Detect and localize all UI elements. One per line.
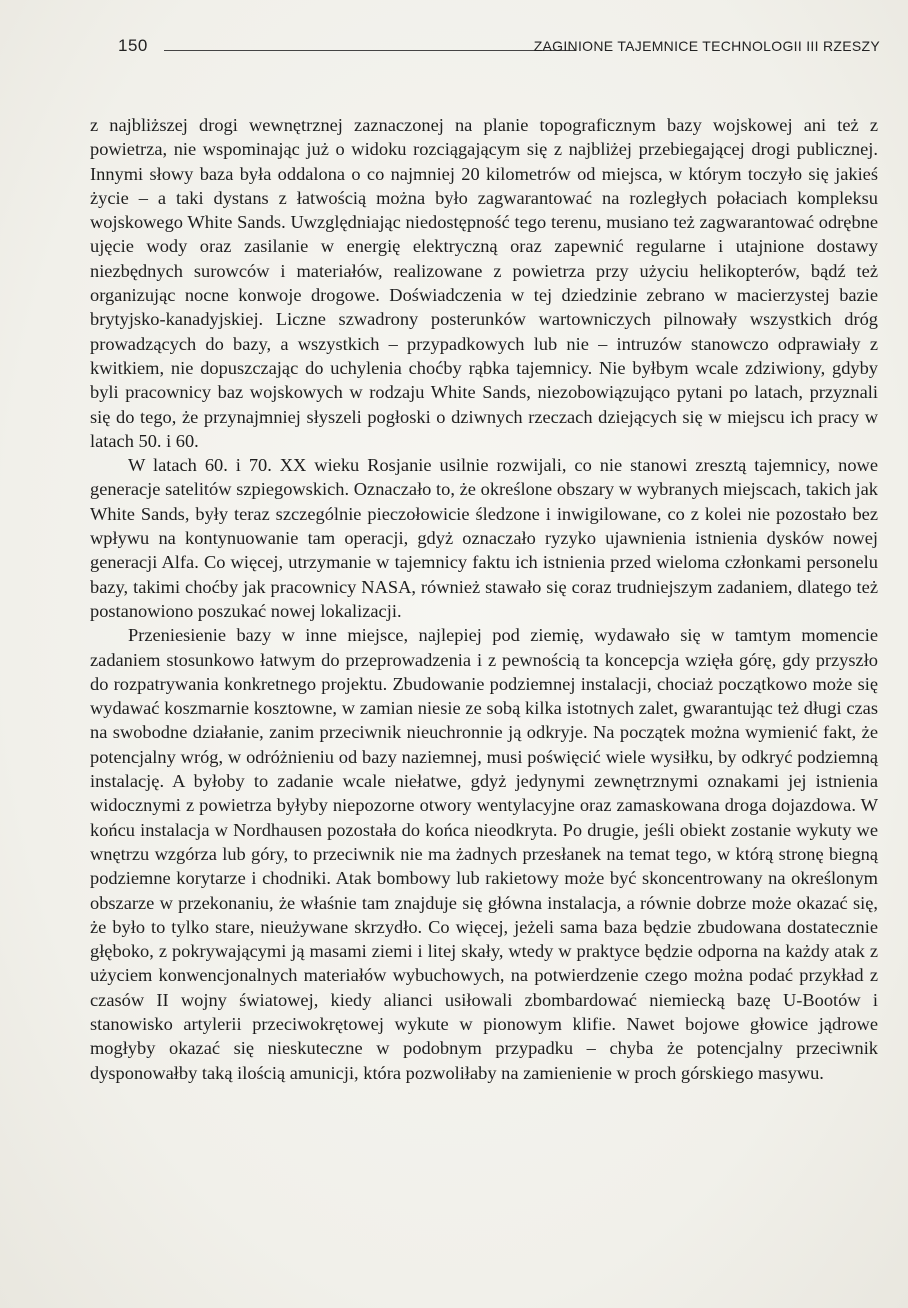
running-title: ZAGINIONE TAJEMNICE TECHNOLOGII III RZESZY — [533, 38, 880, 54]
page-number: 150 — [118, 36, 148, 55]
paragraph-2: W latach 60. i 70. XX wieku Rosjanie usilnie rozwijali, co nie stanowi zresztą tajemnicy, nowe generacje satelitów szpiegowskich. Oznaczało to, że określone obszary w wybranych miejscach, takich jak White Sands, były teraz szczególnie pieczołowicie śledzone i inwigilowane, co z kolei nie pozostało bez wpływu na kontynuowanie tam operacji, gdyż oznaczało ryzyko ujawnienia istnienia dysków nowej generacji Alfa. Co więcej, utrzymanie w tajemnicy faktu ich istnienia przed wieloma członkami personelu bazy, takimi choćby jak pracownicy NASA, również stawało się coraz trudniejszym zadaniem, dlatego też postanowiono poszukać nowej lokalizacji. — [90, 455, 878, 621]
body-text — [90, 113, 878, 1085]
paragraph-1: z najbliższej drogi wewnętrznej zaznaczonej na planie topograficznym bazy wojskowej ani też z powietrza, nie wspominając już o widoku rozciągającym się z najbliżej przebiegającej drogi publicznej. Innymi słowy baza była oddalona o co najmniej 20 kilometrów od miejsca, w którym toczyło się jakieś życie – a taki dystans z łatwością można było zagwarantować na rozległych połaciach kompleksu wojskowego White Sands. Uwzględniając niedostępność tego terenu, musiano też zagwarantować odrębne ujęcie wody oraz zasilanie w energię elektryczną oraz zapewnić regularne i utajnione dostawy niezbędnych surowców i materiałów, realizowane z powietrza przy użyciu helikopterów, bądź też organizując nocne konwoje drogowe. Doświadczenia w tej dziedzinie zebrano w macierzystej bazie brytyjsko-kanadyjskiej. Liczne szwadrony posterunków wartowniczych pilnowały wszystkich dróg prowadzących do bazy, a wszystkich – przypadkowych lub nie – intruzów stanowczo odprawiały z kwitkiem, nie dopuszczając do uchylenia choćby rąbka tajemnicy. Nie byłbym wcale zdziwiony, gdyby byli pracownicy baz wojskowych w rodzaju White Sands, niezobowiązująco pytani po latach, przyznali się do tego, że przynajmniej słyszeli pogłoski o dziwnych rzeczach dziejących się w miejscu ich pracy w latach 50. i 60. — [90, 115, 878, 451]
header-rule — [164, 50, 576, 51]
page-header — [118, 36, 880, 56]
paragraph-3: Przeniesienie bazy w inne miejsce, najlepiej pod ziemię, wydawało się w tamtym momencie zadaniem stosunkowo łatwym do przeprowadzenia i z pewnością ta koncepcja wzięła górę, gdy przyszło do rozpatrywania konkretnego projektu. Zbudowanie podziemnej instalacji, chociaż początkowo może się wydawać koszmarnie kosztowne, w zamian niesie ze sobą kilka istotnych zalet, gwarantując też długi czas na swobodne działanie, zanim przeciwnik nieuchronnie ją odkryje. Na początek można wymienić fakt, że potencjalny wróg, w odróżnieniu od bazy naziemnej, musi poświęcić wiele wysiłku, by odkryć podziemną instalację. A byłoby to zadanie wcale niełatwe, gdyż jedynymi zewnętrznymi oznakami jej istnienia widocznymi z powietrza byłyby niepozorne otwory wentylacyjne oraz zamaskowana droga dojazdowa. W końcu instalacja w Nordhausen pozostała do końca nieodkryta. Po drugie, jeśli obiekt zostanie wykuty we wnętrzu wzgórza lub góry, to przeciwnik nie ma żadnych przesłanek na temat tego, w którą stronę biegną podziemne korytarze i chodniki. Atak bombowy lub rakietowy może być skoncentrowany na określonym obszarze w przekonaniu, że właśnie tam znajduje się główna instalacja, a równie dobrze może okazać się, że było to tylko stare, nieużywane skrzydło. Co więcej, jeżeli sama baza będzie zbudowana dostatecznie głęboko, z pokrywającymi ją masami ziemi i litej skały, wtedy w praktyce będzie odporna na każdy atak z użyciem konwencjonalnych materiałów wybuchowych, na potwierdzenie czego można podać przykład z czasów II wojny światowej, kiedy alianci usiłowali zbombardować niemiecką bazę U-Bootów i stanowisko artylerii przeciwokrętowej wykute w pionowym klifie. Nawet bojowe głowice jądrowe mogłyby okazać się nieskuteczne w podobnym przypadku – chyba że potencjalny przeciwnik dysponowałby taką ilością amunicji, która pozwoliłaby na zamienienie w proch górskiego masywu. — [90, 625, 878, 1083]
